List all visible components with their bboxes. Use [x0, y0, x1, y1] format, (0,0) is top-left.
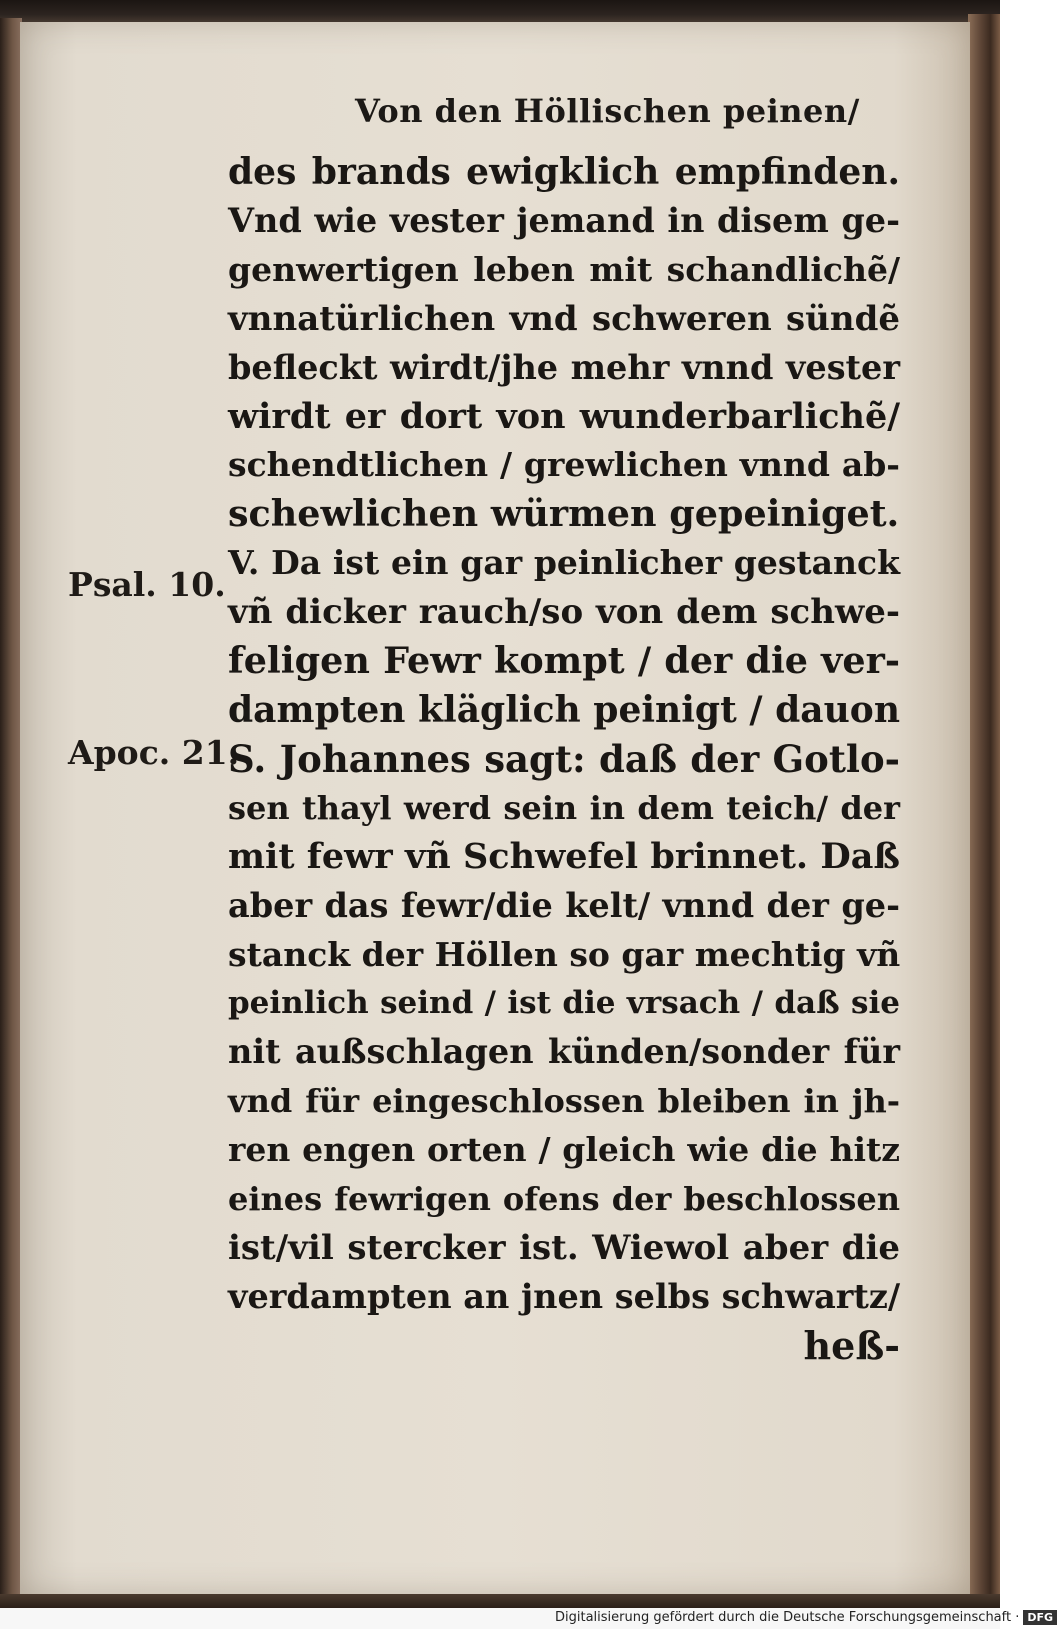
- credit-text: Digitalisierung gefördert durch die Deutsche Forschungsgemeinschaft ·: [555, 1610, 1020, 1625]
- text-line: Vnd wie vester jemand in disem ge-: [228, 200, 900, 240]
- text-line: ist/vil stercker ist. Wiewol aber die: [228, 1227, 900, 1268]
- book-binding-edge: [0, 18, 22, 1603]
- text-line: verdampten an jnen selbs schwartz/: [228, 1276, 901, 1316]
- marginal-reference-apocalypse: Apoc. 21.: [68, 733, 240, 772]
- text-line: mit fewr vñ Schwefel brinnet. Daß: [228, 835, 900, 877]
- text-line: dampten kläglich peinigt / dauon: [228, 688, 900, 731]
- text-line: vñ dicker rauch/so von dem schwe-: [228, 592, 900, 633]
- text-line: peinlich seind / ist die vrsach / daß sie: [228, 985, 900, 1022]
- text-line: schendtlichen / grewlichen vnnd ab-: [228, 445, 900, 485]
- book-page-edges: [968, 14, 1000, 1604]
- text-line: feligen Fewr kompt / der die ver-: [228, 639, 900, 683]
- digitization-credit: [555, 1610, 1054, 1625]
- text-line: aber das fewr/die kelt/ vnnd der ge-: [228, 885, 900, 925]
- marginal-reference-psalm: Psal. 10.: [68, 565, 226, 604]
- text-line: ren engen orten / gleich wie die hitz: [228, 1130, 900, 1170]
- catchword: heß-: [803, 1322, 900, 1368]
- text-line: schewlichen würmen gepeiniget.: [228, 492, 900, 536]
- text-line: wirdt er dort von wunderbarlichẽ/: [228, 395, 900, 437]
- text-line: sen thayl werd sein in dem teich/ der: [228, 788, 900, 827]
- text-line: eines fewrigen ofens der beschlossen: [228, 1180, 900, 1219]
- running-head: Von den Höllischen peinen/: [355, 92, 860, 130]
- text-line: vnd für eingeschlossen bleiben in jh-: [228, 1082, 900, 1121]
- text-line: genwertigen leben mit schandlichẽ/: [228, 249, 900, 289]
- text-line: nit außschlagen künden/sonder für: [228, 1032, 900, 1072]
- scan-top-edge: [0, 0, 1000, 24]
- dfg-logo: DFG: [1023, 1610, 1057, 1625]
- text-line: V. Da ist ein gar peinlicher gestanck: [228, 543, 900, 583]
- text-line: S. Johannes sagt: daß der Gotlo-: [228, 736, 900, 781]
- text-line: des brands ewigklich empfinden.: [228, 151, 900, 193]
- text-line: vnnatürlichen vnd schweren sündẽ: [228, 298, 900, 339]
- body-text: [228, 148, 900, 1371]
- text-line: stanck der Höllen so gar mechtig vñ: [228, 934, 901, 974]
- text-line: befleckt wirdt/jhe mehr vnnd vester: [228, 347, 900, 387]
- scan-bottom-edge: [0, 1594, 1000, 1608]
